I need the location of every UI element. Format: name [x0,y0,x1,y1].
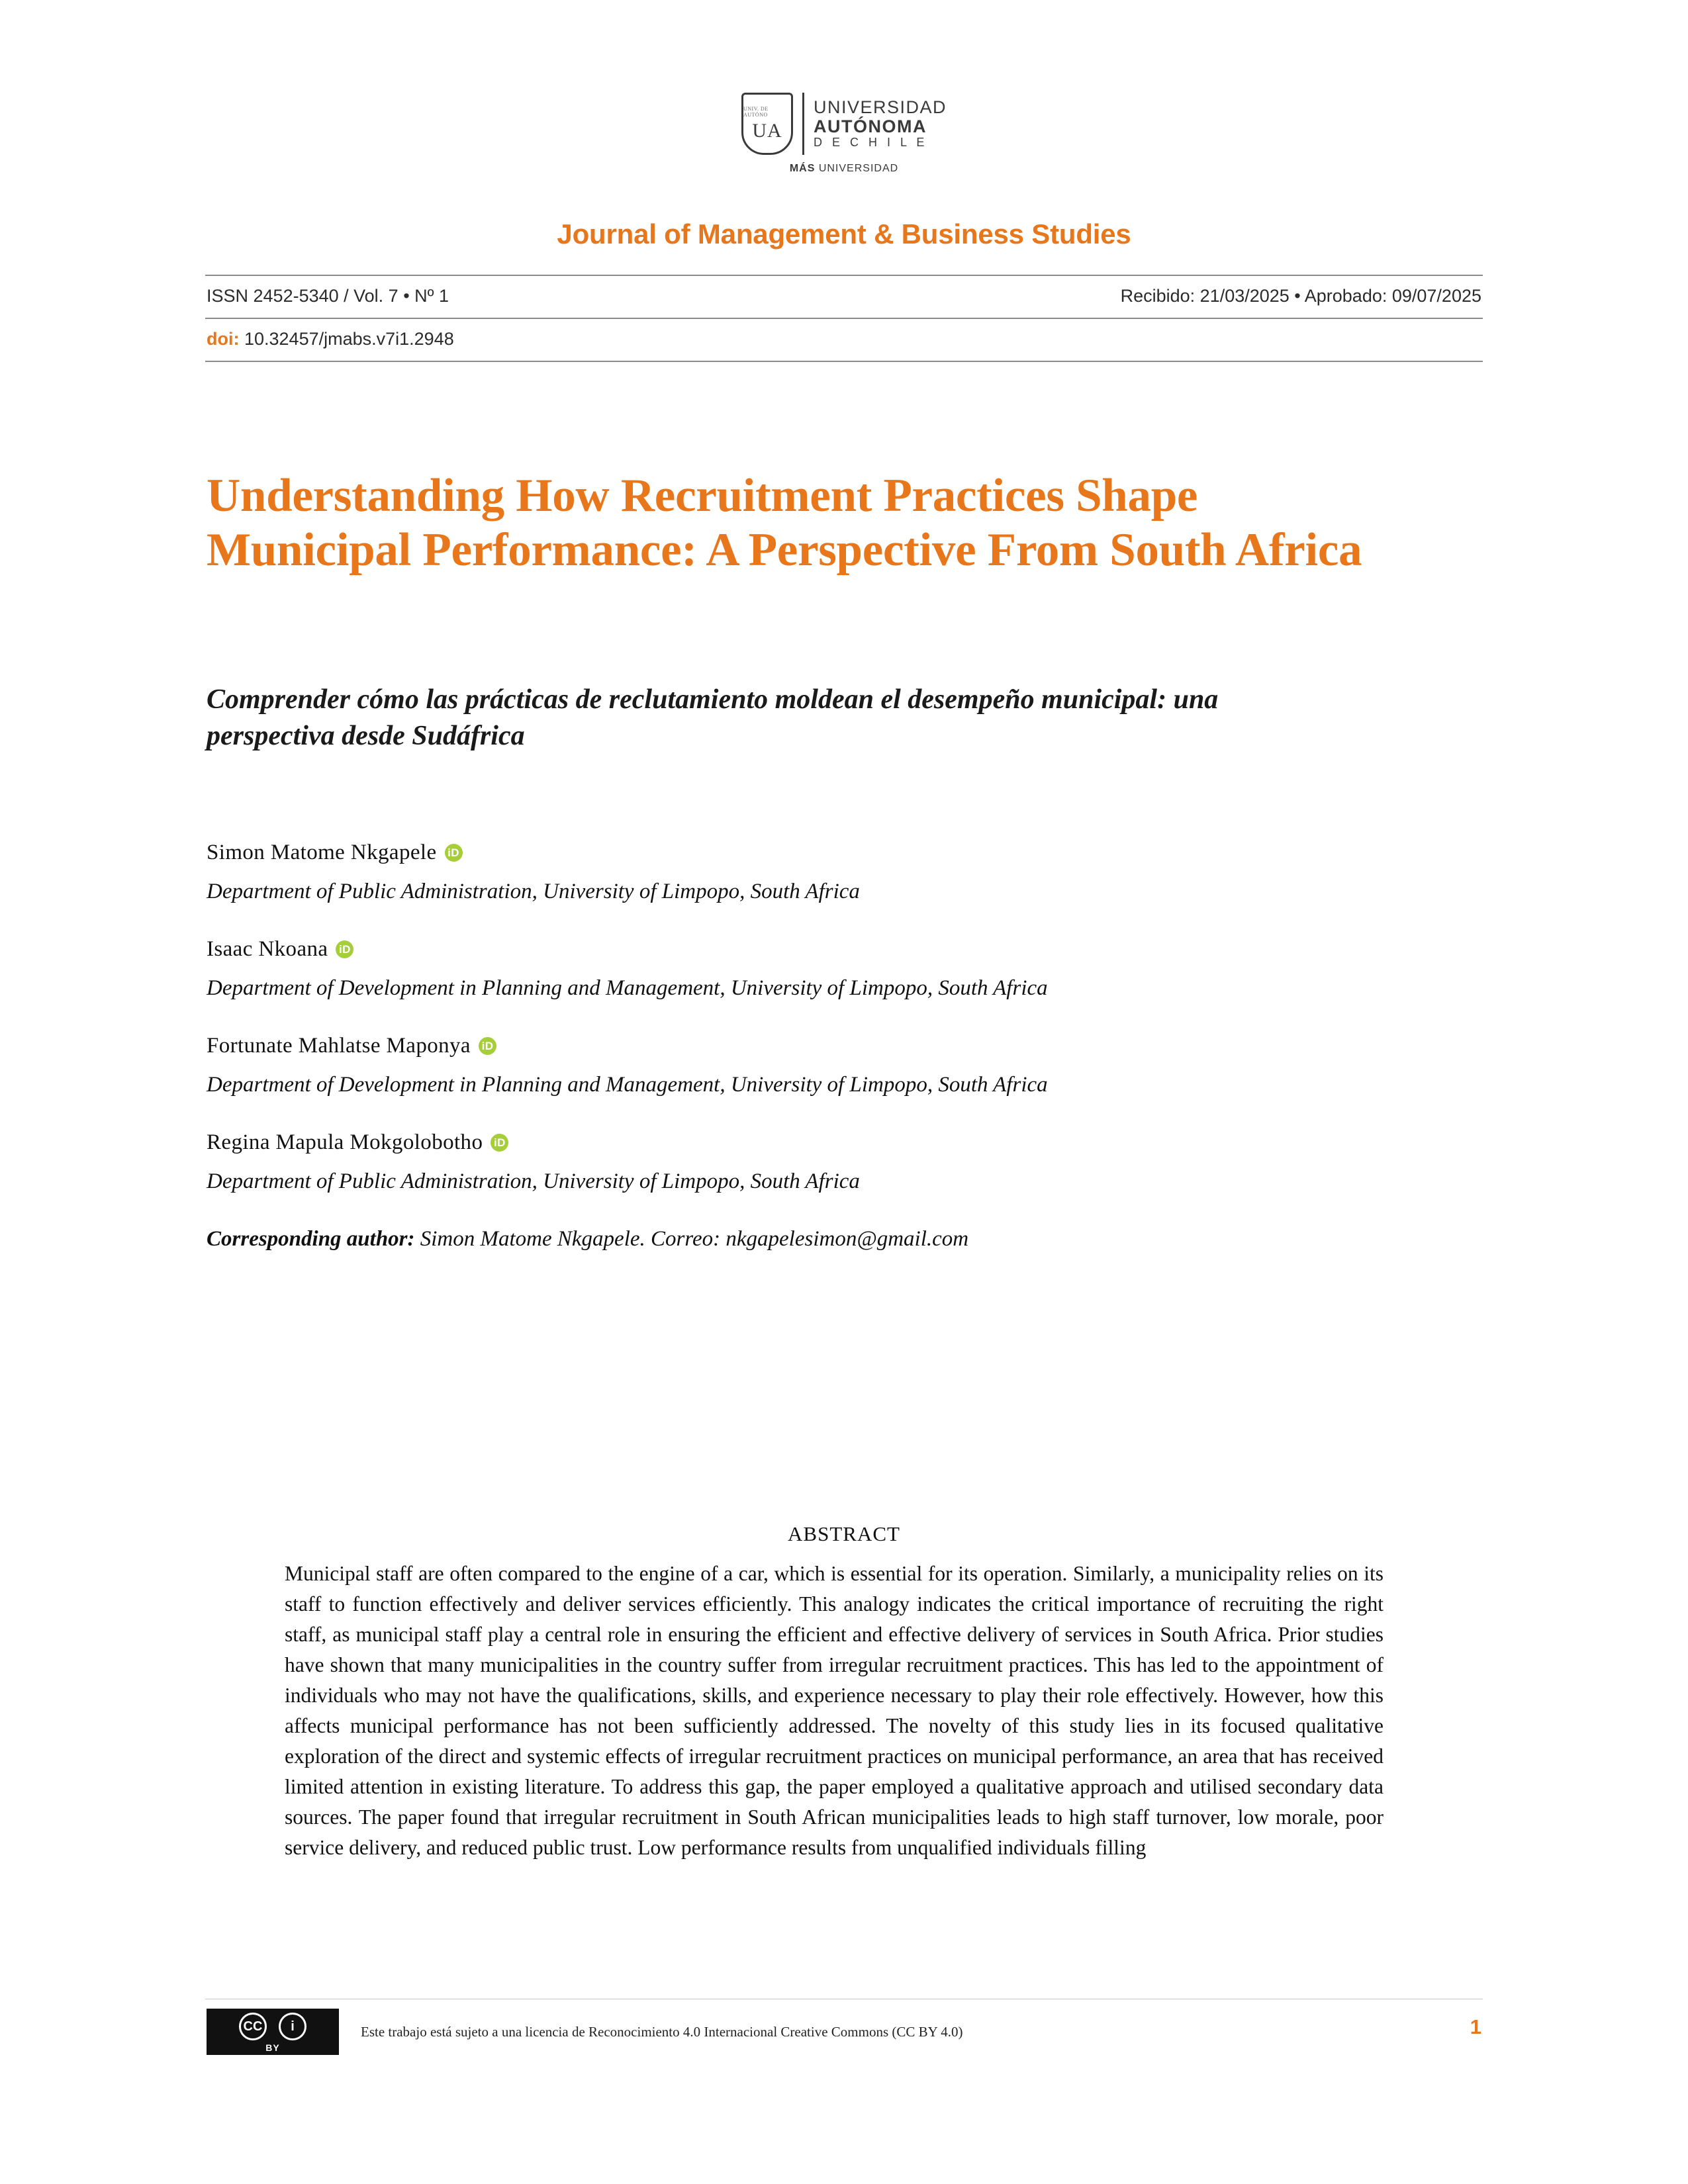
author-affiliation: Department of Development in Planning and Management, University of Limpopo, South Africa [207,976,1048,1000]
abstract-text: Municipal staff are often compared to the engine of a car, which is essential for its operation. Similarly, a municipality relies on its staff to function effectively and deliver services efficiently. This analogy indicates the critical importance of recruiting the right staff, as municipal staff play a central role in ensuring the efficient and effective delivery of services in South Africa. Prior studies have shown that many municipalities in the country suffer from irregular recruitment practices. This has led to the appointment of individuals who may not have the qualifications, skills, and experience necessary to play their role effectively. However, how this affects municipal performance has not been sufficiently addressed. The novelty of this study lies in its focused qualitative exploration of the direct and systemic effects of irregular recruitment practices on municipal performance, an area that has received limited attention in existing literature. To address this gap, the paper employed a qualitative approach and utilised secondary data sources. The paper found that irregular recruitment in South African municipalities leads to high staff turnover, low morale, poor service delivery, and reduced public trust. Low performance results from unqualified individuals filling [285,1562,1383,1859]
masthead-rule-top [205,275,1483,276]
author-name: Fortunate Mahlatse Maponya [207,1034,471,1058]
publisher-logo [0,93,1688,155]
author-name: Simon Matome Nkgapele [207,841,437,864]
cc-by-circle-icon: i [279,2013,306,2040]
orcid-icon[interactable]: iD [445,844,463,862]
shield-icon [741,93,793,155]
creative-commons-icon [207,2009,339,2055]
license-text: Este trabajo está sujeto a una licencia de Reconocimiento 4.0 Internacional Creative Commons (CC BY 4.0) [361,2024,963,2040]
corresponding-label: Corresponding author: [207,1227,415,1251]
logo-tagline-rest: UNIVERSIDAD [815,163,899,174]
cc-circle-icon: CC [239,2013,267,2040]
shield-monogram: UA [752,119,782,142]
author-entry [207,1130,1484,1194]
masthead-rule-mid [205,318,1483,319]
logo-line-2: AUTÓNOMA [813,116,927,137]
orcid-icon[interactable]: iD [479,1037,496,1055]
submission-dates: Recibido: 21/03/2025 • Aprobado: 09/07/2025 [1120,286,1481,306]
author-list [207,841,1484,1251]
logo-divider [802,93,804,155]
doi-label: doi: [207,329,240,349]
logo-tagline-bold: MÁS [789,163,816,174]
logo-line-3: D E C H I L E [813,136,928,150]
logo-tagline [0,163,1688,175]
abstract-heading: ABSTRACT [788,1522,900,1545]
author-entry [207,1034,1484,1097]
author-name: Regina Mapula Mokgolobotho [207,1130,483,1154]
author-name: Isaac Nkoana [207,937,328,961]
page-title: Understanding How Recruitment Practices Shape Municipal Performance: A Perspective From South Africa [207,469,1362,576]
author-name-row [207,1130,1484,1155]
author-entry [207,841,1484,904]
article-subtitle: Comprender cómo las prácticas de reclutamiento moldean el desempeño municipal: una perspectiva desde Sudáfrica [207,684,1219,752]
author-affiliation: Department of Development in Planning and Management, University of Limpopo, South Africa [207,1073,1048,1097]
logo-line-1: UNIVERSIDAD [813,97,947,118]
author-affiliation: Department of Public Administration, University of Limpopo, South Africa [207,880,860,903]
author-name-row [207,1034,1484,1058]
author-name-row [207,937,1484,962]
doi-line[interactable] [207,329,454,349]
author-affiliation: Department of Public Administration, University of Limpopo, South Africa [207,1169,860,1193]
corresponding-value[interactable]: Simon Matome Nkgapele. Correo: nkgapelesimon@gmail.com [414,1227,969,1251]
author-entry [207,937,1484,1001]
cc-by-label: BY [265,2042,280,2053]
doi-value: 10.32457/jmabs.v7i1.2948 [239,329,454,349]
corresponding-author [207,1227,1484,1251]
masthead-rule-bottom [205,361,1483,362]
author-name-row [207,841,1484,865]
orcid-icon[interactable]: iD [491,1134,508,1152]
orcid-icon[interactable]: iD [336,940,353,958]
page-number: 1 [1470,2015,1481,2038]
shield-top-text: UNIV. DE AUTÓNO [743,105,769,118]
issue-info: ISSN 2452-5340 / Vol. 7 • Nº 1 [207,286,449,306]
journal-title: Journal of Management & Business Studies [557,218,1131,250]
